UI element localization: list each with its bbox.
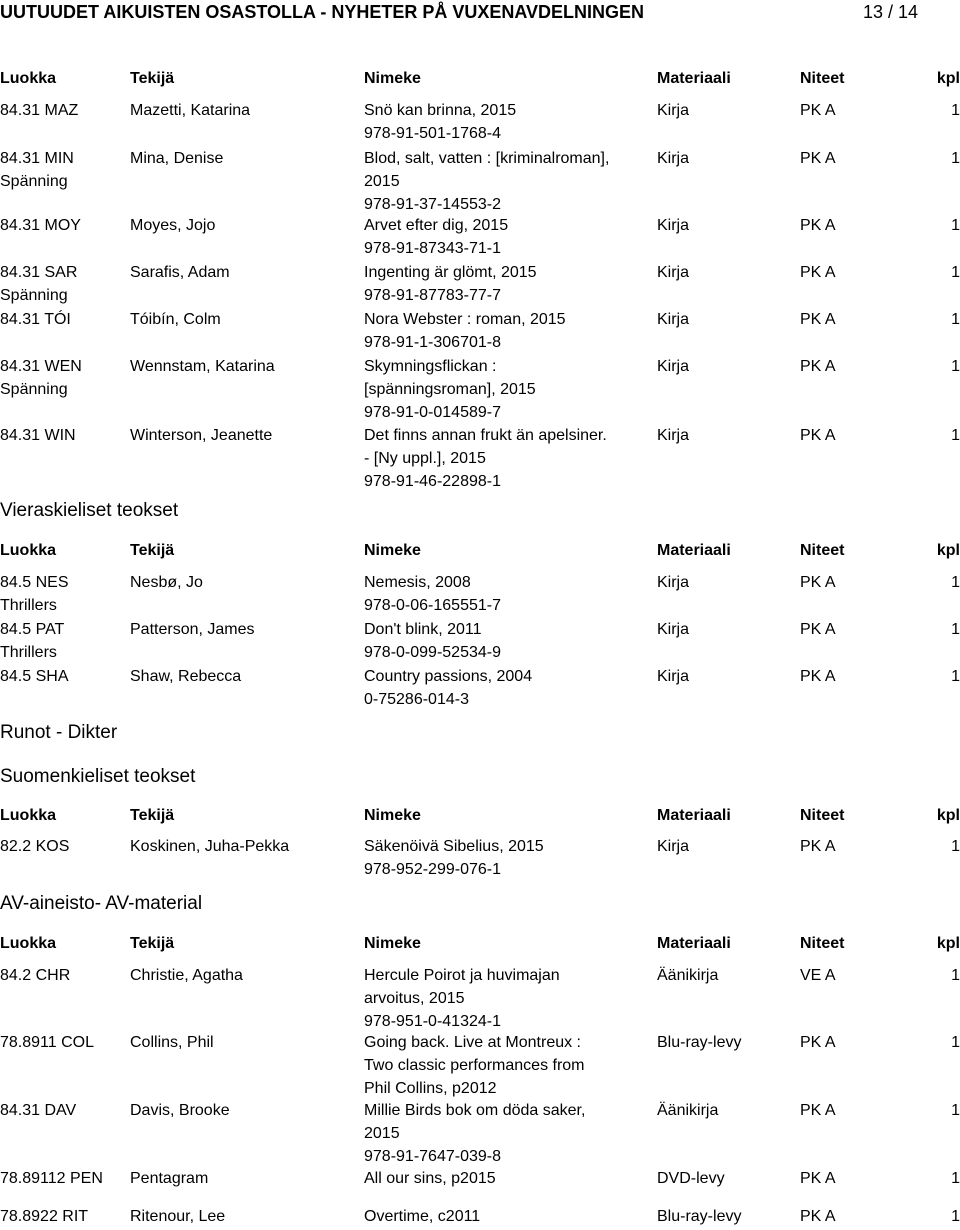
cell-nimeke: [364, 1207, 480, 1230]
cell-nimeke-line: Don't blink, 2011: [364, 621, 482, 638]
cell-nimeke-line: Det finns annan frukt än apelsiner.: [364, 427, 607, 444]
header-kpl: kpl: [936, 542, 960, 559]
cell-luokka: [0, 573, 68, 619]
cell-luokka-line: 78.8911 COL: [0, 1034, 94, 1051]
cell-nimeke: [364, 216, 508, 262]
cell-luokka-line: 84.5 SHA: [0, 668, 69, 685]
header-luokka: Luokka: [0, 542, 57, 559]
cell-nimeke: [364, 1033, 585, 1102]
header-nimeke: Nimeke: [364, 935, 421, 952]
cell-luokka: [0, 216, 81, 239]
cell-niteet: PK A: [800, 1208, 836, 1225]
cell-luokka-line: 84.31 WEN: [0, 358, 82, 375]
cell-luokka: [0, 101, 78, 124]
cell-nimeke: [364, 149, 609, 218]
cell-kpl: 1: [951, 967, 960, 984]
cell-kpl: 1: [951, 217, 960, 234]
cell-kpl: 1: [951, 621, 960, 638]
cell-materiaali: Kirja: [657, 264, 690, 281]
header-materiaali: Materiaali: [657, 807, 731, 824]
cell-materiaali: Kirja: [657, 102, 690, 119]
cell-nimeke-line: Nemesis, 2008: [364, 574, 471, 591]
header-nimeke: Nimeke: [364, 542, 421, 559]
cell-luokka: [0, 1207, 88, 1230]
section-subtitle-finnish: Suomenkieliset teokset: [0, 766, 196, 787]
cell-nimeke-line: 978-91-87343-71-1: [364, 240, 501, 257]
header-luokka: Luokka: [0, 70, 57, 87]
cell-niteet: PK A: [800, 427, 836, 444]
cell-materiaali: Kirja: [657, 150, 690, 167]
header-niteet: Niteet: [800, 70, 845, 87]
header-tekija: Tekijä: [130, 935, 175, 952]
cell-nimeke: [364, 101, 516, 147]
cell-tekija: Wennstam, Katarina: [130, 358, 275, 375]
cell-nimeke-line: 978-0-099-52534-9: [364, 644, 501, 661]
cell-nimeke-line: 978-91-46-22898-1: [364, 473, 501, 490]
cell-materiaali: Blu-ray-levy: [657, 1034, 742, 1051]
header-tekija: Tekijä: [130, 70, 175, 87]
header-materiaali: Materiaali: [657, 542, 731, 559]
cell-luokka: [0, 149, 74, 195]
cell-niteet: PK A: [800, 838, 836, 855]
cell-luokka-line: 84.31 TÓI: [0, 311, 71, 328]
cell-nimeke-line: Blod, salt, vatten : [kriminalroman],: [364, 150, 610, 167]
page-header: [0, 0, 960, 24]
cell-nimeke-line: 978-91-0-014589-7: [364, 404, 501, 421]
cell-nimeke-line: Ingenting är glömt, 2015: [364, 264, 537, 281]
cell-nimeke: [364, 426, 607, 495]
cell-niteet: PK A: [800, 621, 836, 638]
cell-niteet: PK A: [800, 311, 836, 328]
cell-niteet: PK A: [800, 217, 836, 234]
cell-nimeke: [364, 667, 532, 713]
cell-luokka-line: 84.31 MIN: [0, 150, 74, 167]
cell-luokka: [0, 310, 71, 333]
cell-luokka: [0, 966, 70, 989]
cell-tekija: Christie, Agatha: [130, 967, 243, 984]
cell-nimeke-line: 2015: [364, 1125, 400, 1142]
cell-niteet: PK A: [800, 1034, 836, 1051]
header-kpl: kpl: [936, 807, 960, 824]
section-title-poetry: Runot - Dikter: [0, 722, 118, 743]
cell-materiaali: Kirja: [657, 621, 690, 638]
cell-nimeke-line: Skymningsflickan :: [364, 358, 497, 375]
cell-luokka: [0, 837, 69, 860]
cell-luokka-line: Thrillers: [0, 644, 57, 661]
cell-niteet: VE A: [800, 967, 836, 984]
cell-niteet: PK A: [800, 358, 836, 375]
cell-luokka-line: Spänning: [0, 173, 68, 190]
cell-luokka: [0, 620, 64, 666]
header-luokka: Luokka: [0, 935, 57, 952]
cell-materiaali: DVD-levy: [657, 1170, 725, 1187]
cell-tekija: Moyes, Jojo: [130, 217, 216, 234]
cell-tekija: Koskinen, Juha-Pekka: [130, 838, 290, 855]
cell-kpl: 1: [951, 1034, 960, 1051]
cell-tekija: Pentagram: [130, 1170, 209, 1187]
cell-luokka-line: 84.31 WIN: [0, 427, 76, 444]
header-tekija: Tekijä: [130, 807, 175, 824]
cell-materiaali: Blu-ray-levy: [657, 1208, 742, 1225]
cell-nimeke: [364, 310, 566, 356]
cell-luokka: [0, 1033, 94, 1056]
cell-nimeke-line: Two classic performances from: [364, 1057, 585, 1074]
cell-tekija: Patterson, James: [130, 621, 255, 638]
cell-luokka-line: 84.31 MAZ: [0, 102, 79, 119]
cell-nimeke: [364, 837, 544, 883]
cell-nimeke-line: 978-91-37-14553-2: [364, 196, 501, 213]
cell-kpl: 1: [951, 838, 960, 855]
cell-kpl: 1: [951, 358, 960, 375]
header-niteet: Niteet: [800, 807, 845, 824]
header-niteet: Niteet: [800, 542, 845, 559]
header-kpl: kpl: [936, 935, 960, 952]
cell-kpl: 1: [951, 574, 960, 591]
cell-nimeke-line: All our sins, p2015: [364, 1170, 496, 1187]
cell-niteet: PK A: [800, 668, 836, 685]
cell-nimeke: [364, 620, 501, 666]
cell-luokka-line: Thrillers: [0, 597, 57, 614]
cell-tekija: Ritenour, Lee: [130, 1208, 226, 1225]
cell-luokka-line: Spänning: [0, 287, 68, 304]
cell-niteet: PK A: [800, 150, 836, 167]
cell-nimeke-line: 978-91-1-306701-8: [364, 334, 501, 351]
header-materiaali: Materiaali: [657, 935, 731, 952]
section-title-av: AV-aineisto- AV-material: [0, 893, 203, 914]
page-number: 13 / 14: [863, 2, 919, 22]
cell-nimeke-line: - [Ny uppl.], 2015: [364, 450, 486, 467]
cell-luokka: [0, 357, 82, 403]
header-tekija: Tekijä: [130, 542, 175, 559]
cell-materiaali: Kirja: [657, 668, 690, 685]
cell-kpl: 1: [951, 311, 960, 328]
cell-niteet: PK A: [800, 264, 836, 281]
cell-luokka-line: 78.89112 PEN: [0, 1170, 103, 1187]
cell-niteet: PK A: [800, 1170, 836, 1187]
cell-luokka: [0, 1101, 76, 1124]
cell-tekija: Tóibín, Colm: [130, 311, 221, 328]
cell-nimeke-line: arvoitus, 2015: [364, 990, 465, 1007]
cell-luokka-line: 82.2 KOS: [0, 838, 70, 855]
header-kpl: kpl: [936, 70, 960, 87]
cell-materiaali: Kirja: [657, 427, 690, 444]
cell-kpl: 1: [951, 264, 960, 281]
header-nimeke: Nimeke: [364, 70, 421, 87]
cell-tekija: Shaw, Rebecca: [130, 668, 242, 685]
section-title-foreign: Vieraskieliset teokset: [0, 500, 179, 521]
cell-nimeke: [364, 1169, 496, 1192]
cell-luokka: [0, 667, 68, 690]
cell-nimeke-line: Hercule Poirot ja huvimajan: [364, 967, 560, 984]
cell-nimeke-line: Snö kan brinna, 2015: [364, 102, 517, 119]
cell-nimeke-line: 2015: [364, 173, 400, 190]
cell-tekija: Mazetti, Katarina: [130, 102, 251, 119]
cell-kpl: 1: [951, 668, 960, 685]
cell-nimeke: [364, 573, 501, 619]
cell-nimeke: [364, 966, 560, 1035]
cell-nimeke-line: Overtime, c2011: [364, 1208, 481, 1225]
cell-kpl: 1: [951, 150, 960, 167]
cell-materiaali: Kirja: [657, 217, 690, 234]
cell-materiaali: Äänikirja: [657, 967, 719, 984]
cell-nimeke-line: 978-952-299-076-1: [364, 861, 501, 878]
cell-nimeke-line: Nora Webster : roman, 2015: [364, 311, 566, 328]
cell-luokka-line: 84.5 PAT: [0, 621, 65, 638]
header-niteet: Niteet: [800, 935, 845, 952]
cell-nimeke-line: 978-91-87783-77-7: [364, 287, 501, 304]
cell-tekija: Sarafis, Adam: [130, 264, 230, 281]
cell-materiaali: Kirja: [657, 574, 690, 591]
cell-nimeke-line: Going back. Live at Montreux :: [364, 1034, 581, 1051]
cell-nimeke-line: 978-0-06-165551-7: [364, 597, 501, 614]
cell-nimeke-line: Country passions, 2004: [364, 668, 533, 685]
cell-luokka-line: 84.31 SAR: [0, 264, 78, 281]
cell-materiaali: Kirja: [657, 838, 690, 855]
cell-niteet: PK A: [800, 1102, 836, 1119]
cell-luokka-line: 84.5 NES: [0, 574, 69, 591]
cell-luokka-line: 84.2 CHR: [0, 967, 71, 984]
cell-nimeke-line: 978-91-501-1768-4: [364, 125, 501, 142]
cell-kpl: 1: [951, 1102, 960, 1119]
cell-nimeke-line: Millie Birds bok om döda saker,: [364, 1102, 586, 1119]
cell-nimeke-line: 0-75286-014-3: [364, 691, 469, 708]
cell-luokka-line: 84.31 MOY: [0, 217, 81, 234]
cell-tekija: Collins, Phil: [130, 1034, 214, 1051]
cell-materiaali: Kirja: [657, 311, 690, 328]
cell-kpl: 1: [951, 427, 960, 444]
cell-nimeke: [364, 263, 537, 309]
cell-niteet: PK A: [800, 574, 836, 591]
cell-nimeke-line: 978-951-0-41324-1: [364, 1013, 501, 1030]
cell-materiaali: Äänikirja: [657, 1102, 719, 1119]
cell-nimeke-line: 978-91-7647-039-8: [364, 1148, 501, 1165]
cell-kpl: 1: [951, 1208, 960, 1225]
cell-kpl: 1: [951, 102, 960, 119]
header-nimeke: Nimeke: [364, 807, 421, 824]
cell-nimeke-line: [spänningsroman], 2015: [364, 381, 536, 398]
cell-tekija: Davis, Brooke: [130, 1102, 230, 1119]
header-luokka: Luokka: [0, 807, 57, 824]
cell-kpl: 1: [951, 1170, 960, 1187]
cell-tekija: Mina, Denise: [130, 150, 224, 167]
cell-luokka-line: 84.31 DAV: [0, 1102, 77, 1119]
cell-luokka-line: 78.8922 RIT: [0, 1208, 89, 1225]
cell-materiaali: Kirja: [657, 358, 690, 375]
cell-tekija: Winterson, Jeanette: [130, 427, 273, 444]
cell-nimeke: [364, 357, 536, 426]
cell-luokka: [0, 263, 77, 309]
cell-nimeke-line: Säkenöivä Sibelius, 2015: [364, 838, 544, 855]
cell-nimeke-line: Arvet efter dig, 2015: [364, 217, 509, 234]
cell-luokka-line: Spänning: [0, 381, 68, 398]
cell-nimeke-line: Phil Collins, p2012: [364, 1080, 497, 1097]
cell-niteet: PK A: [800, 102, 836, 119]
page-title: UUTUUDET AIKUISTEN OSASTOLLA - NYHETER PÅ VUXENAVDELNINGEN: [0, 2, 645, 22]
header-materiaali: Materiaali: [657, 70, 731, 87]
cell-luokka: [0, 1169, 103, 1192]
cell-tekija: Nesbø, Jo: [130, 574, 203, 591]
cell-luokka: [0, 426, 76, 449]
cell-nimeke: [364, 1101, 585, 1170]
